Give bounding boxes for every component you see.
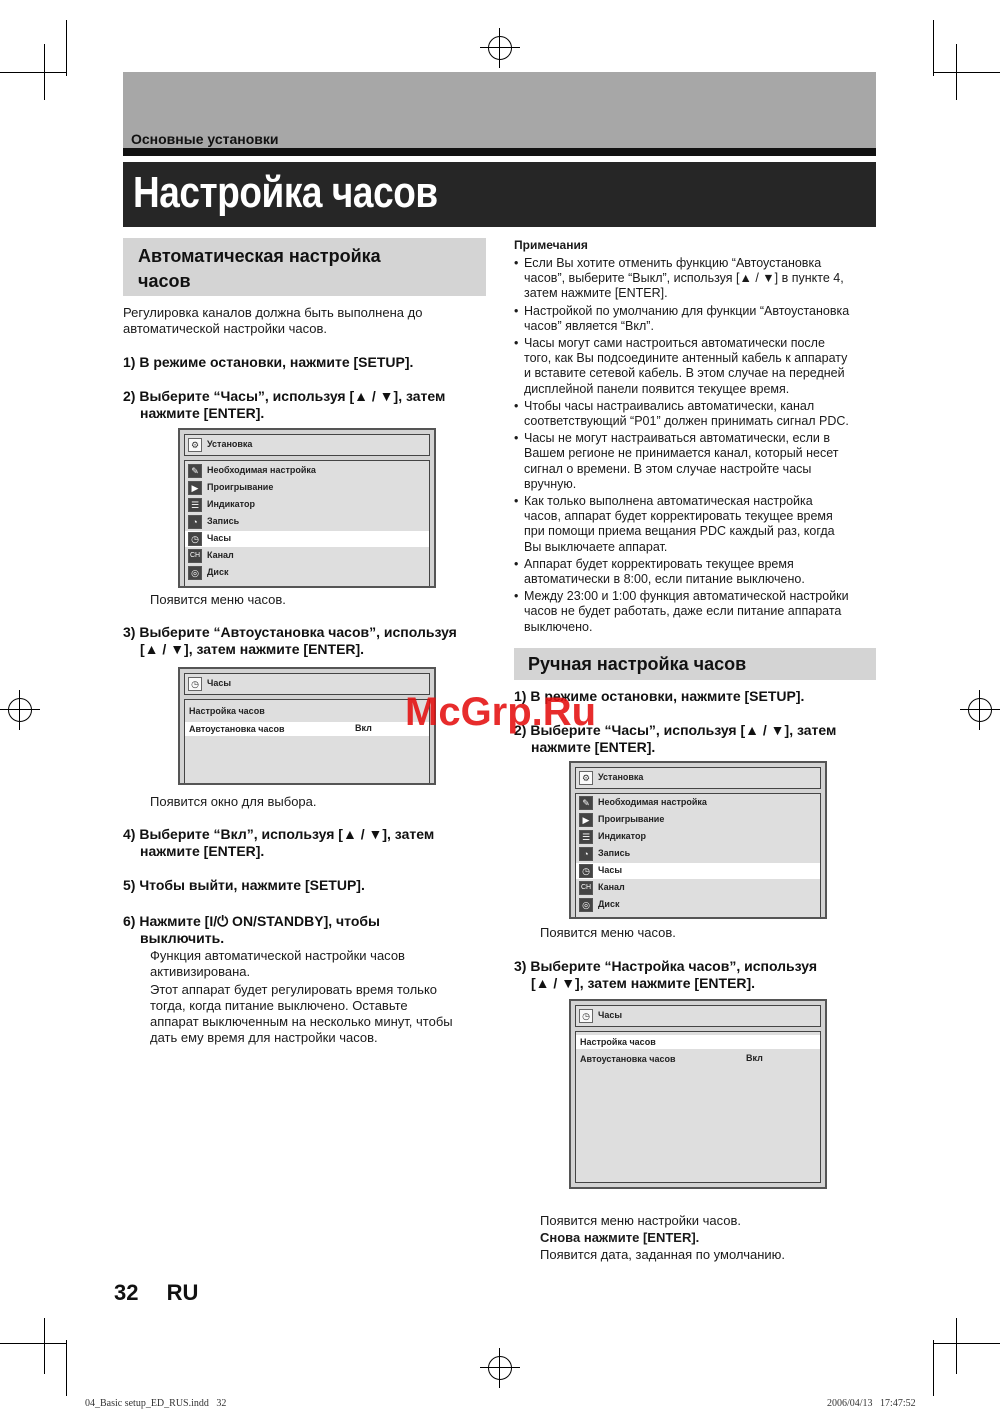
- crop-mark: [0, 72, 66, 73]
- wrench-icon: ✎: [579, 796, 593, 810]
- menu-item-playback[interactable]: [576, 812, 820, 828]
- menu-item-record[interactable]: [185, 514, 429, 530]
- menu-item-label: Диск: [598, 899, 620, 909]
- note-line: того, как Вы подсоедините антенный кабель к аппарату: [524, 351, 848, 366]
- menu-item-value: Вкл: [746, 1053, 763, 1063]
- menu-item-clock-setting[interactable]: [185, 704, 429, 718]
- menu-item-label: Канал: [207, 550, 234, 560]
- step-text: 2) Выберите “Часы”, используя [▲ / ▼], затем: [123, 388, 446, 404]
- note-line: затем нажмите [ENTER].: [524, 286, 668, 301]
- menu-item-channel[interactable]: [185, 548, 429, 564]
- menu-item-label: Необходимая настройка: [598, 797, 707, 807]
- menu-item-indicator[interactable]: [185, 497, 429, 513]
- caption-menu-appears: Появится меню часов.: [150, 592, 286, 607]
- step-text: 2) Выберите “Часы”, используя [▲ / ▼], затем: [514, 722, 837, 738]
- setup-menu-list: [575, 793, 821, 917]
- desc-line: Функция автоматической настройки часов: [150, 948, 405, 963]
- crop-mark: [956, 1318, 957, 1374]
- menu-item-label: Запись: [207, 516, 240, 526]
- caption-line: Появится меню настройки часов.: [540, 1213, 741, 1228]
- note-line: Вашем регионе не принимается канал, который несет: [524, 446, 839, 461]
- screen-title-box: [184, 434, 430, 456]
- note-line: • Между 23:00 и 1:00 функция автоматической настройки: [524, 589, 849, 604]
- crop-mark: [933, 1343, 1000, 1344]
- record-icon: ◔: [188, 515, 202, 529]
- note-line: • Настройкой по умолчанию для функции “Автоустановка: [524, 303, 850, 318]
- note-item: [514, 557, 878, 587]
- desc-line: активизирована.: [150, 964, 251, 979]
- menu-item-label: Запись: [598, 848, 631, 858]
- clock-icon: ◷: [579, 864, 593, 878]
- crop-mark: [44, 1318, 45, 1374]
- menu-item-disc[interactable]: [576, 897, 820, 913]
- screen-title: Часы: [207, 678, 232, 688]
- desc-line: Этот аппарат будет регулировать время только: [150, 982, 438, 997]
- page-number-value: 32: [114, 1280, 139, 1305]
- desc-line: дать ему время для настройки часов.: [150, 1030, 378, 1045]
- caption-menu-appears-right: Появится меню часов.: [540, 925, 676, 940]
- menu-item-label: Автоустановка часов: [189, 724, 285, 734]
- screen-title: Установка: [598, 772, 644, 782]
- screen-title-box: [575, 1005, 821, 1027]
- crop-mark: [933, 72, 1000, 73]
- note-item: [514, 494, 878, 555]
- step-text: 3) Выберите “Настройка часов”, используя: [514, 958, 818, 974]
- intro-paragraph: [123, 305, 486, 337]
- menu-item-label: Проигрывание: [598, 814, 665, 824]
- wrench-icon: ✎: [188, 464, 202, 478]
- screen-title-box: [575, 767, 821, 789]
- page-lang: RU: [166, 1280, 199, 1305]
- note-line: • Как только выполнена автоматическая настройка: [524, 494, 813, 509]
- menu-item-label: Индикатор: [598, 831, 646, 841]
- registration-mark: [960, 690, 1000, 730]
- clock-icon: ◷: [579, 1009, 593, 1023]
- menu-item-label: Проигрывание: [207, 482, 274, 492]
- note-item: [514, 336, 878, 397]
- disc-icon: ◎: [188, 566, 202, 580]
- crop-mark: [66, 20, 67, 76]
- caption-window-appears: Появится окно для выбора.: [150, 794, 317, 809]
- note-line: • Часы не могут настраиваться автоматически, если в: [524, 431, 831, 446]
- note-item: [514, 304, 878, 334]
- registration-mark: [0, 690, 40, 730]
- left-step-2: [123, 388, 493, 422]
- step-text: 4) Выберите “Вкл”, используя [▲ / ▼], затем: [123, 826, 435, 842]
- channel-icon: CH: [579, 881, 593, 895]
- step-text: 3) Выберите “Автоустановка часов”, используя: [123, 624, 457, 640]
- menu-item-label: Канал: [598, 882, 625, 892]
- play-icon: ▶: [188, 481, 202, 495]
- caption-line: Появится дата, заданная по умолчанию.: [540, 1247, 786, 1262]
- note-line: • Часы могут сами настроиться автоматически после: [524, 336, 825, 351]
- menu-item-required-setup[interactable]: [576, 795, 820, 811]
- crop-mark: [44, 44, 45, 100]
- note-item: [514, 431, 878, 492]
- page-number: [114, 1280, 198, 1306]
- left-step-3: [123, 624, 493, 658]
- left-step-5: [123, 877, 493, 894]
- crop-mark: [956, 44, 957, 100]
- header-rule: [123, 148, 876, 156]
- step-text: 6) Нажмите [I/⏻ ON/STANDBY], чтобы: [123, 913, 380, 929]
- menu-item-label: Диск: [207, 567, 229, 577]
- setup-menu-screen-right: [569, 761, 827, 919]
- step-text: 1) В режиме остановки, нажмите [SETUP].: [123, 354, 414, 370]
- clock-menu-screen: [178, 667, 436, 785]
- note-item: [514, 399, 878, 429]
- step-text: нажмите [ENTER].: [140, 405, 265, 421]
- menu-item-label: Автоустановка часов: [580, 1054, 676, 1064]
- auto-clock-heading-line2: часов: [138, 271, 191, 291]
- footer-file: 04_Basic setup_ED_RUS.indd 32: [85, 1398, 227, 1409]
- screen-title: Часы: [598, 1010, 623, 1020]
- menu-item-record[interactable]: [576, 846, 820, 862]
- display-icon: ☰: [188, 498, 202, 512]
- setup-menu-list: [184, 460, 430, 586]
- left-step-1: [123, 354, 493, 371]
- desc-line: аппарат выключенным на несколько минут, чтобы: [150, 1014, 453, 1029]
- note-line: часов”, выберите “Выкл”, используя [▲ / ▼] в пункте 4,: [524, 271, 844, 286]
- note-line: дисплейной панели появится текущее время.: [524, 381, 790, 396]
- setup-icon: ⚙: [188, 438, 202, 452]
- menu-item-clock[interactable]: [576, 863, 820, 879]
- menu-item-playback[interactable]: [185, 480, 429, 496]
- step-text: нажмите [ENTER].: [140, 843, 265, 859]
- menu-item-auto-clock[interactable]: [576, 1052, 820, 1066]
- clock-menu-list: [184, 699, 430, 783]
- display-icon: ☰: [579, 830, 593, 844]
- note-line: вручную.: [524, 476, 577, 491]
- menu-item-clock-setting[interactable]: [576, 1035, 820, 1049]
- notes-list: [514, 256, 878, 637]
- menu-item-label: Индикатор: [207, 499, 255, 509]
- note-line: Вы выключаете аппарат.: [524, 539, 668, 554]
- note-line: соответствующий “P01” должен принимать сигнал PDC.: [524, 414, 849, 429]
- menu-item-clock[interactable]: [185, 531, 429, 547]
- menu-item-indicator[interactable]: [576, 829, 820, 845]
- section-label: Основные установки: [131, 131, 279, 147]
- intro-line: автоматической настройки часов.: [123, 321, 327, 336]
- note-line: при помощи приема вещания PDC каждый раз, когда: [524, 524, 835, 539]
- note-line: часов, аппарат будет корректировать текущее время: [524, 509, 833, 524]
- left-step-6: [123, 913, 493, 947]
- desc-line: тогда, когда питание выключено. Оставьте: [150, 998, 408, 1013]
- clock-menu-screen-right: [569, 999, 827, 1189]
- menu-item-auto-clock[interactable]: [185, 722, 429, 736]
- step-text: выключить.: [140, 930, 225, 946]
- step-text: 5) Чтобы выйти, нажмите [SETUP].: [123, 877, 365, 893]
- notes-title: Примечания: [514, 238, 588, 252]
- footer-date: 2006/04/13 17:47:52: [827, 1398, 916, 1409]
- setup-icon: ⚙: [579, 771, 593, 785]
- crop-mark: [0, 1343, 66, 1344]
- step-text: нажмите [ENTER].: [531, 739, 656, 755]
- screen-title-box: [184, 673, 430, 695]
- note-line: сигнал о времени. В этом случае настройте часы: [524, 461, 812, 476]
- step-text: 1) В режиме остановки, нажмите [SETUP].: [514, 688, 805, 704]
- step-text: [▲ / ▼], затем нажмите [ENTER].: [531, 975, 756, 991]
- note-line: автоматически в 8:00, если питание выключено.: [524, 572, 805, 587]
- step-text: [▲ / ▼], затем нажмите [ENTER].: [140, 641, 365, 657]
- note-line: • Если Вы хотите отменить функцию “Автоустановка: [524, 256, 822, 270]
- menu-item-label: Настройка часов: [580, 1037, 656, 1047]
- note-item: [514, 589, 878, 635]
- intro-line: Регулировка каналов должна быть выполнена до: [123, 305, 423, 320]
- menu-item-label: Настройка часов: [189, 706, 265, 716]
- clock-icon: ◷: [188, 532, 202, 546]
- note-item: [514, 256, 878, 302]
- left-step-4: [123, 826, 493, 860]
- step6-description: [150, 948, 495, 1046]
- channel-icon: CH: [188, 549, 202, 563]
- note-line: • Аппарат будет корректировать текущее время: [524, 556, 794, 571]
- menu-item-value: Вкл: [355, 723, 372, 733]
- caption-line-bold: Снова нажмите [ENTER].: [540, 1230, 700, 1245]
- menu-item-label: Часы: [207, 533, 232, 543]
- registration-mark: [480, 28, 520, 68]
- page-title: Настройка часов: [133, 168, 438, 217]
- auto-clock-heading: [123, 238, 486, 296]
- menu-item-channel[interactable]: [576, 880, 820, 896]
- note-line: часов не будет работать, даже если питание аппарата: [524, 604, 842, 619]
- clock-menu-list: [575, 1031, 821, 1183]
- note-line: • Чтобы часы настраивались автоматически, канал: [524, 398, 815, 413]
- right-step-3: [514, 958, 884, 992]
- registration-mark: [480, 1348, 520, 1388]
- final-captions: [540, 1212, 785, 1263]
- setup-menu-screen: [178, 428, 436, 588]
- play-icon: ▶: [579, 813, 593, 827]
- manual-clock-heading: Ручная настройка часов: [514, 648, 876, 680]
- crop-mark: [933, 20, 934, 76]
- crop-mark: [66, 1340, 67, 1396]
- watermark: McGrp.Ru: [405, 690, 597, 734]
- disc-icon: ◎: [579, 898, 593, 912]
- note-line: выключено.: [524, 619, 593, 634]
- clock-icon: ◷: [188, 677, 202, 691]
- note-line: часов” является “Вкл”.: [524, 318, 654, 333]
- menu-item-label: Необходимая настройка: [207, 465, 316, 475]
- menu-item-label: Часы: [598, 865, 623, 875]
- crop-mark: [933, 1340, 934, 1396]
- record-icon: ◔: [579, 847, 593, 861]
- note-line: и вставите сетевой кабель. В этом случае на передней: [524, 366, 845, 381]
- menu-item-required-setup[interactable]: [185, 463, 429, 479]
- auto-clock-heading-line1: Автоматическая настройка: [138, 246, 381, 266]
- menu-item-disc[interactable]: [185, 565, 429, 581]
- screen-title: Установка: [207, 439, 253, 449]
